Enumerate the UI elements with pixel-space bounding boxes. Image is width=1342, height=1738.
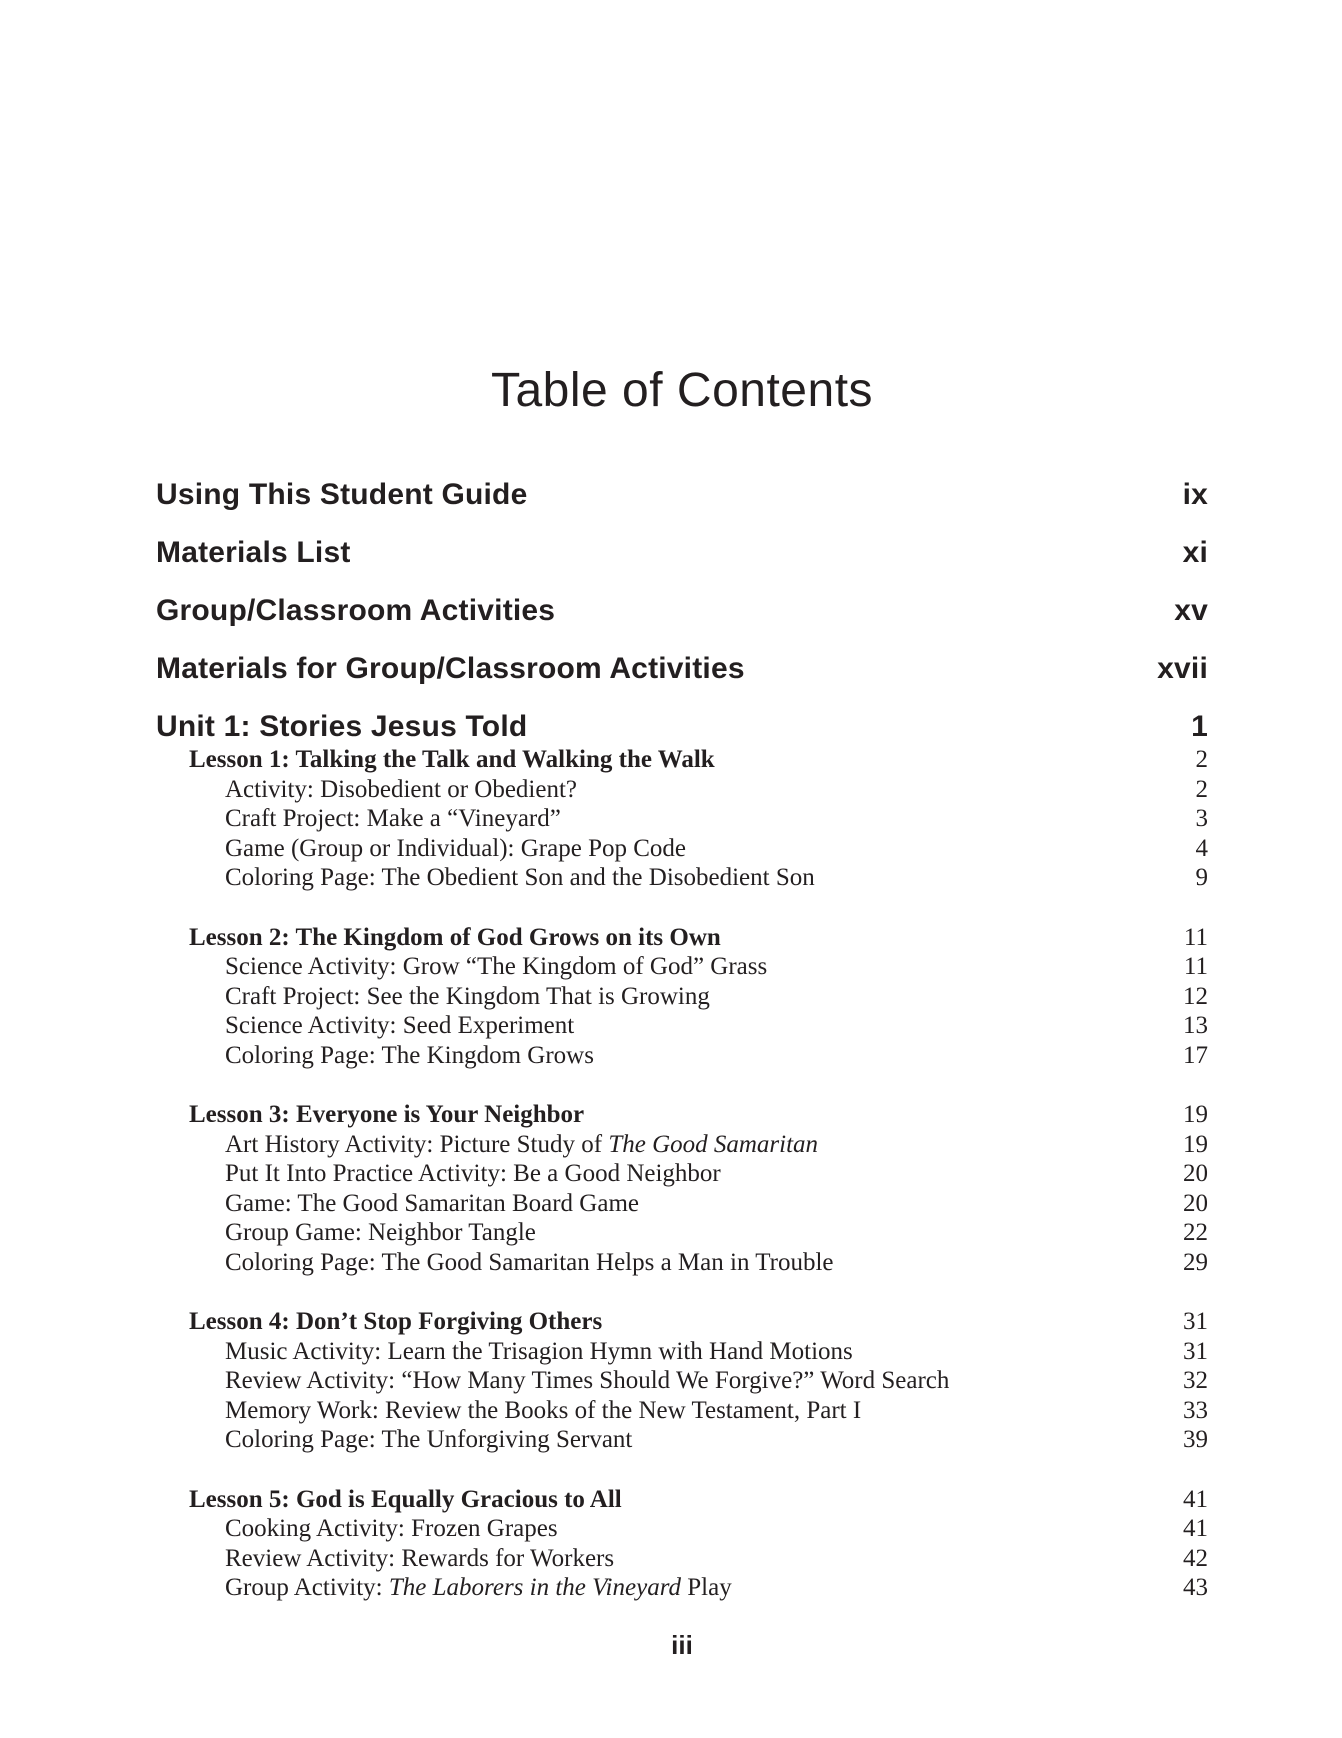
- front-matter-entry-page: xi: [1182, 536, 1208, 569]
- activity-label-pre: Put It Into Practice Activity: Be a Good Neighbor: [225, 1160, 721, 1187]
- activity-entry-label: [225, 1396, 861, 1426]
- activity-entry: [156, 1218, 1208, 1248]
- activity-entry: [156, 1130, 1208, 1160]
- lesson-entry-label: Lesson 3: Everyone is Your Neighbor: [189, 1101, 585, 1128]
- activity-entry-label: [225, 952, 767, 982]
- activity-entry-page: 20: [1183, 1189, 1208, 1217]
- lesson-entry: [156, 1485, 1208, 1515]
- activity-entry-page: 3: [1195, 805, 1208, 832]
- activity-label-pre: Coloring Page: The Obedient Son and the Disobedient Son: [225, 864, 815, 891]
- lesson-entry: [156, 1100, 1208, 1130]
- activity-label-pre: Game (Group or Individual): Grape Pop Code: [225, 834, 686, 862]
- activity-label-pre: Review Activity: Rewards for Workers: [225, 1544, 615, 1572]
- activity-entry-label: [225, 1159, 721, 1189]
- activity-entry: [156, 1366, 1208, 1396]
- activity-entry-label: [225, 863, 815, 893]
- activity-entry-page: 41: [1183, 1515, 1208, 1542]
- activity-entry: [156, 952, 1208, 982]
- unit-entry: [156, 710, 1208, 744]
- activity-entry-label: [225, 834, 686, 864]
- lesson-entry-page: 19: [1183, 1101, 1208, 1128]
- activity-label-pre: Craft Project: Make a “Vineyard”: [225, 805, 561, 832]
- activity-entry: [156, 1011, 1208, 1041]
- activity-entry-label: [225, 1041, 594, 1071]
- activity-entry-page: 31: [1183, 1337, 1208, 1365]
- activity-entry-page: 20: [1183, 1160, 1208, 1187]
- lesson-block: [156, 1307, 1208, 1455]
- activity-entry: [156, 1514, 1208, 1544]
- front-matter-entry: [156, 652, 1208, 686]
- activity-entry: [156, 1189, 1208, 1219]
- activity-label-pre: Game: The Good Samaritan Board Game: [225, 1189, 640, 1217]
- lesson-entry-label: Lesson 1: Talking the Talk and Walking the Walk: [189, 746, 715, 773]
- toc-unit-list: [156, 710, 1208, 1603]
- activity-label-pre: Memory Work: Review the Books of the New Testament, Part I: [225, 1396, 862, 1424]
- activity-entry-page: 12: [1183, 982, 1208, 1010]
- activity-label-pre: Coloring Page: The Good Samaritan Helps a Man in Trouble: [225, 1248, 834, 1276]
- lesson-entry-page: 11: [1183, 923, 1208, 951]
- activity-entry-page: 29: [1183, 1248, 1208, 1276]
- activity-entry-label: [225, 1573, 732, 1603]
- activity-entry-page: 33: [1183, 1396, 1208, 1424]
- activity-entry-label: [225, 1425, 632, 1455]
- activity-entry-label: [225, 1248, 834, 1278]
- activity-entry-label: [225, 804, 561, 834]
- activity-entry-page: 11: [1183, 953, 1208, 980]
- activity-entry: [156, 1544, 1208, 1574]
- activity-label-post: Play: [681, 1574, 732, 1601]
- activity-entry-page: 22: [1183, 1219, 1208, 1246]
- activity-label-pre: Craft Project: See the Kingdom That is Growing: [225, 982, 710, 1010]
- lesson-entry-label: Lesson 2: The Kingdom of God Grows on its Own: [189, 923, 721, 951]
- lesson-entry-page: 41: [1183, 1485, 1208, 1513]
- front-matter-entry-page: xv: [1174, 594, 1208, 627]
- activity-label-pre: Science Activity: Grow “The Kingdom of God” Grass: [225, 953, 768, 980]
- activity-label-pre: Coloring Page: The Unforgiving Servant: [225, 1426, 633, 1453]
- activity-entry: [156, 1573, 1208, 1603]
- front-matter-entry-page: ix: [1182, 478, 1208, 511]
- activity-entry-label: [225, 1514, 558, 1544]
- activity-entry-page: 17: [1183, 1041, 1208, 1069]
- activity-entry: [156, 1396, 1208, 1426]
- activity-entry-page: 4: [1195, 834, 1208, 862]
- activity-label-pre: Group Game: Neighbor Tangle: [225, 1219, 536, 1246]
- activity-label-italic: The Laborers in the Vineyard: [388, 1574, 681, 1601]
- activity-entry-label: [225, 982, 710, 1012]
- activity-entry-label: [225, 1337, 853, 1367]
- lesson-entry: [156, 923, 1208, 953]
- front-matter-entry-page: xvii: [1157, 652, 1208, 685]
- folio-page-number: iii: [671, 1630, 693, 1660]
- activity-entry: [156, 863, 1208, 893]
- lesson-entry-page: 31: [1183, 1308, 1208, 1335]
- activity-entry-label: [225, 1218, 536, 1248]
- activity-entry-label: [225, 1366, 949, 1396]
- activity-entry-label: [225, 1011, 574, 1041]
- lesson-block: [156, 745, 1208, 893]
- activity-entry-page: 43: [1183, 1574, 1208, 1601]
- activity-entry-page: 13: [1183, 1012, 1208, 1039]
- lesson-entry: [156, 1307, 1208, 1337]
- activity-entry: [156, 1041, 1208, 1071]
- unit-entry-label: Unit 1: Stories Jesus Told: [156, 710, 528, 743]
- unit-entry-page: 1: [1191, 710, 1208, 743]
- activity-label-pre: Activity: Disobedient or Obedient?: [225, 775, 578, 803]
- activity-entry-page: 42: [1183, 1544, 1208, 1572]
- lesson-block: [156, 923, 1208, 1071]
- front-matter-entry-label: Materials for Group/Classroom Activities: [156, 652, 745, 685]
- activity-entry-label: [225, 1189, 639, 1219]
- activity-entry: [156, 1337, 1208, 1367]
- front-matter-entry: [156, 594, 1208, 628]
- activity-entry: [156, 834, 1208, 864]
- lesson-block: [156, 1100, 1208, 1277]
- activity-entry-label: [225, 1544, 614, 1574]
- front-matter-entry: [156, 536, 1208, 570]
- activity-entry: [156, 775, 1208, 805]
- activity-label-pre: Group Activity:: [225, 1574, 389, 1601]
- activity-label-pre: Review Activity: “How Many Times Should We Forgive?” Word Search: [225, 1367, 950, 1394]
- lesson-entry-label: Lesson 5: God is Equally Gracious to All: [189, 1485, 622, 1513]
- activity-entry-page: 32: [1183, 1367, 1208, 1394]
- front-matter-entry-label: Using This Student Guide: [156, 478, 528, 511]
- activity-label-italic: The Good Samaritan: [608, 1130, 819, 1158]
- lesson-entry: [156, 745, 1208, 775]
- front-matter-entry-label: Materials List: [156, 536, 351, 569]
- front-matter-entry-label: Group/Classroom Activities: [156, 594, 556, 627]
- activity-entry-page: 2: [1195, 775, 1208, 803]
- lesson-entry-page: 2: [1195, 746, 1208, 773]
- activity-entry-label: [225, 1130, 818, 1160]
- lesson-block: [156, 1485, 1208, 1603]
- activity-entry: [156, 982, 1208, 1012]
- activity-entry: [156, 1159, 1208, 1189]
- activity-entry: [156, 1248, 1208, 1278]
- activity-entry: [156, 804, 1208, 834]
- activity-label-pre: Cooking Activity: Frozen Grapes: [225, 1515, 558, 1542]
- lesson-entry-label: Lesson 4: Don’t Stop Forgiving Others: [189, 1308, 603, 1335]
- activity-entry-page: 9: [1195, 864, 1208, 891]
- activity-label-pre: Science Activity: Seed Experiment: [225, 1012, 575, 1039]
- page-title: Table of Contents: [490, 364, 874, 417]
- activity-label-pre: Music Activity: Learn the Trisagion Hymn with Hand Motions: [225, 1337, 853, 1365]
- front-matter-entry: [156, 478, 1208, 512]
- activity-entry: [156, 1425, 1208, 1455]
- front-matter-list: [156, 478, 1208, 686]
- activity-label-pre: Coloring Page: The Kingdom Grows: [225, 1041, 594, 1069]
- activity-entry-label: [225, 775, 577, 805]
- activity-entry-page: 39: [1183, 1426, 1208, 1453]
- activity-entry-page: 19: [1183, 1130, 1208, 1158]
- activity-label-pre: Art History Activity: Picture Study of: [225, 1130, 609, 1158]
